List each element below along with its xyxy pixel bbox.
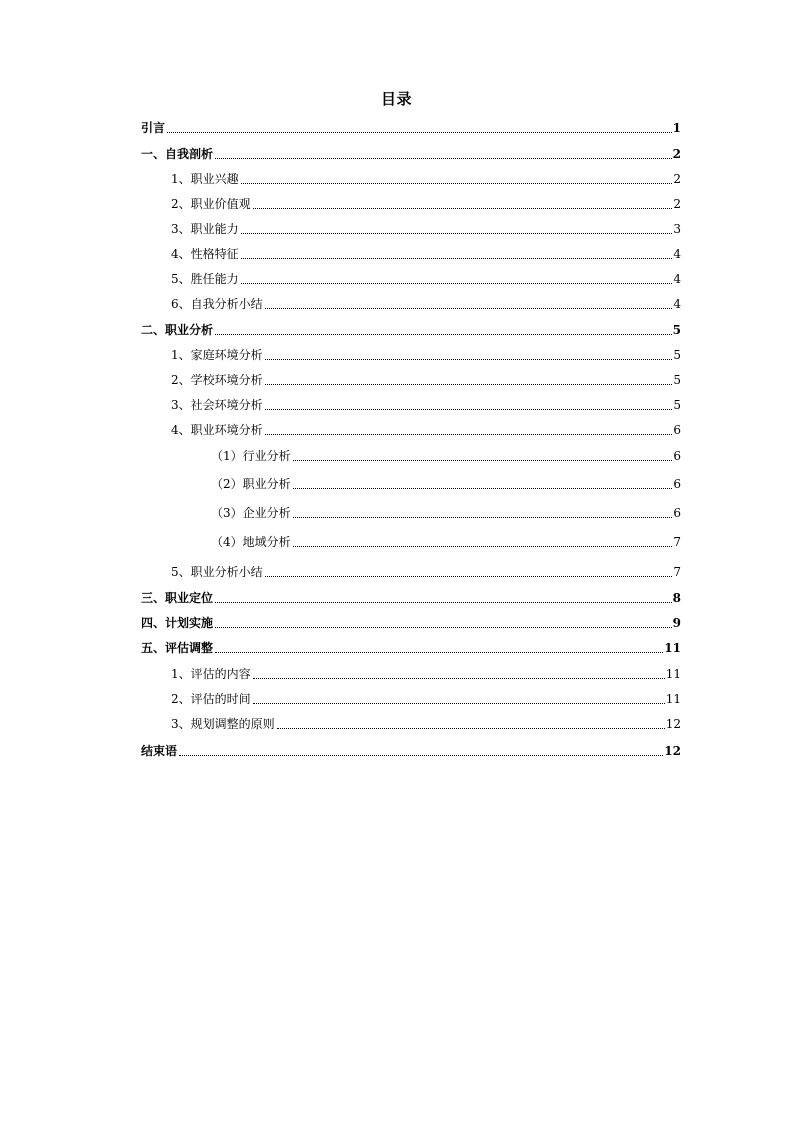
toc-dot-leader	[179, 741, 663, 761]
toc-dot-leader	[215, 613, 672, 633]
toc-entry[interactable]	[171, 689, 681, 709]
toc-entry-label: 1、职业兴趣	[171, 172, 239, 186]
toc-entry-label: 6、自我分析小结	[171, 297, 263, 311]
toc-dot-leader	[265, 370, 673, 390]
toc-entry-page-number: 2	[673, 197, 681, 211]
toc-dot-leader	[215, 320, 672, 340]
toc-entry[interactable]	[211, 446, 681, 466]
toc-dot-leader	[265, 562, 673, 582]
toc-entry-label: 三、职业定位	[141, 591, 214, 605]
toc-dot-leader	[265, 345, 673, 365]
toc-entry-page-number: 6	[673, 477, 681, 491]
toc-entry[interactable]	[141, 320, 681, 340]
toc-dot-leader	[253, 664, 665, 684]
toc-title: 目录	[380, 90, 412, 108]
toc-dot-leader	[265, 420, 673, 440]
toc-dot-leader	[293, 532, 673, 552]
toc-entry[interactable]	[171, 345, 681, 365]
toc-dot-leader	[215, 638, 663, 658]
toc-entry[interactable]	[141, 588, 681, 608]
toc-entry-label: 五、评估调整	[141, 641, 214, 655]
toc-dot-leader	[293, 503, 673, 523]
toc-dot-leader	[215, 144, 672, 164]
toc-entry[interactable]	[171, 219, 681, 239]
toc-dot-leader	[215, 588, 672, 608]
toc-entry-page-number: 8	[672, 591, 681, 605]
toc-entry-label: 2、学校环境分析	[171, 373, 263, 387]
toc-entry-page-number: 11	[665, 667, 681, 681]
toc-dot-leader	[241, 219, 673, 239]
toc-dot-leader	[293, 446, 673, 466]
toc-entry[interactable]	[141, 144, 681, 164]
toc-entry-label: 引言	[141, 121, 166, 135]
toc-entry[interactable]	[171, 294, 681, 314]
toc-entry[interactable]	[171, 370, 681, 390]
toc-entry[interactable]	[171, 420, 681, 440]
toc-entry-page-number: 12	[665, 717, 681, 731]
toc-dot-leader	[241, 244, 673, 264]
toc-entry-label: 结束语	[141, 744, 178, 758]
toc-entry-label: 四、计划实施	[141, 616, 214, 630]
toc-entry-page-number: 4	[673, 272, 681, 286]
toc-entry[interactable]	[141, 613, 681, 633]
toc-entry-label: 5、职业分析小结	[171, 565, 263, 579]
toc-entry-page-number: 1	[672, 121, 681, 135]
toc-dot-leader	[253, 689, 665, 709]
toc-entry-page-number: 2	[673, 172, 681, 186]
toc-entry-label: （4）地域分析	[211, 535, 291, 549]
toc-entry-label: （2）职业分析	[211, 477, 291, 491]
toc-entry-label: 5、胜任能力	[171, 272, 239, 286]
toc-entry-page-number: 7	[673, 565, 681, 579]
toc-entry-label: 3、社会环境分析	[171, 398, 263, 412]
toc-entry-page-number: 5	[673, 398, 681, 412]
toc-entry-label: 1、评估的内容	[171, 667, 251, 681]
toc-entry-label: 3、规划调整的原则	[171, 717, 275, 731]
toc-dot-leader	[241, 269, 673, 289]
toc-entry-page-number: 7	[673, 535, 681, 549]
toc-entry[interactable]	[141, 741, 681, 761]
toc-entry[interactable]	[141, 118, 681, 138]
toc-entry[interactable]	[171, 269, 681, 289]
toc-entry-label: 4、性格特征	[171, 247, 239, 261]
toc-entry-label: （1）行业分析	[211, 449, 291, 463]
toc-entry-page-number: 11	[665, 692, 681, 706]
toc-entry-label: 2、评估的时间	[171, 692, 251, 706]
toc-entry-label: 1、家庭环境分析	[171, 348, 263, 362]
toc-entry-label: 3、职业能力	[171, 222, 239, 236]
toc-entry-page-number: 6	[673, 506, 681, 520]
toc-entry-page-number: 12	[664, 744, 681, 758]
toc-entry[interactable]	[171, 395, 681, 415]
toc-entry-label: （3）企业分析	[211, 506, 291, 520]
toc-entry[interactable]	[141, 638, 681, 658]
toc-entry-page-number: 5	[672, 323, 681, 337]
toc-dot-leader	[253, 194, 673, 214]
toc-entry-page-number: 6	[673, 449, 681, 463]
toc-entry-page-number: 5	[673, 373, 681, 387]
toc-entry[interactable]	[211, 503, 681, 523]
toc-dot-leader	[167, 118, 672, 138]
toc-entry[interactable]	[171, 194, 681, 214]
toc-dot-leader	[241, 169, 673, 189]
toc-entry-page-number: 6	[673, 423, 681, 437]
toc-entry[interactable]	[171, 714, 681, 734]
toc-entry-label: 一、自我剖析	[141, 147, 214, 161]
toc-dot-leader	[277, 714, 665, 734]
toc-entry-label: 二、职业分析	[141, 323, 214, 337]
toc-dot-leader	[265, 395, 673, 415]
toc-entry-page-number: 9	[672, 616, 681, 630]
toc-entry-page-number: 3	[673, 222, 681, 236]
toc-entry[interactable]	[171, 244, 681, 264]
toc-entry-page-number: 11	[664, 641, 681, 655]
toc-dot-leader	[265, 294, 673, 314]
toc-entry[interactable]	[211, 474, 681, 494]
toc-entry[interactable]	[171, 169, 681, 189]
toc-entry-label: 2、职业价值观	[171, 197, 251, 211]
toc-entry[interactable]	[211, 532, 681, 552]
toc-entry-page-number: 2	[672, 147, 681, 161]
toc-dot-leader	[293, 474, 673, 494]
toc-entry[interactable]	[171, 664, 681, 684]
toc-entry-page-number: 4	[673, 297, 681, 311]
toc-entry[interactable]	[171, 562, 681, 582]
toc-entry-label: 4、职业环境分析	[171, 423, 263, 437]
toc-entry-page-number: 4	[673, 247, 681, 261]
toc-entry-page-number: 5	[673, 348, 681, 362]
